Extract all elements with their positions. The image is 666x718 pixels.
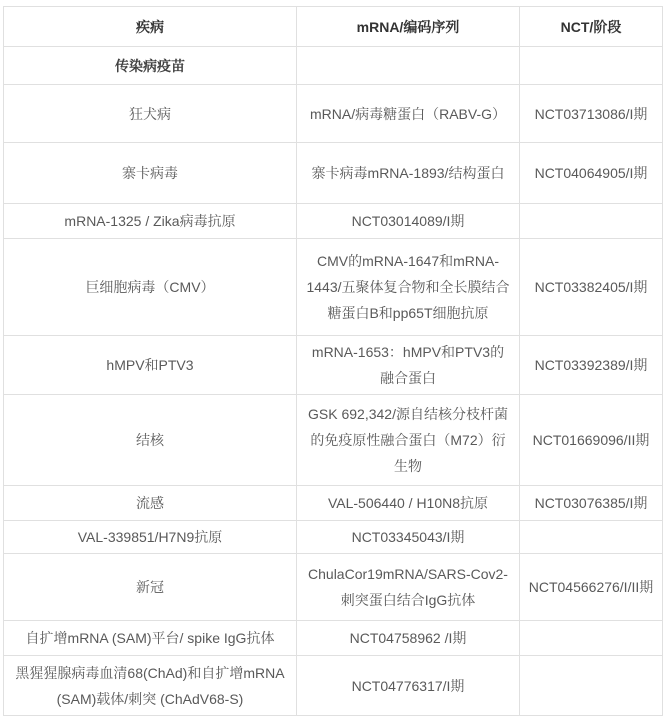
table-row [4, 336, 663, 395]
table-cell: 结核 [4, 395, 297, 486]
table-row [4, 656, 663, 716]
table-cell: 寨卡病毒mRNA-1893/结构蛋白 [297, 143, 520, 204]
table-cell: NCT04566276/I/II期 [520, 554, 663, 621]
table-cell: 传染病疫苗 [4, 47, 297, 85]
header-row [4, 7, 663, 47]
table-row [4, 204, 663, 239]
table-cell: NCT03076385/I期 [520, 486, 663, 521]
vaccine-trials-table-container [3, 6, 662, 716]
table-cell [297, 47, 520, 85]
table-cell: 新冠 [4, 554, 297, 621]
table-cell: CMV的mRNA-1647和mRNA-1443/五聚体复合物和全长膜结合糖蛋白B和pp65T细胞抗原 [297, 239, 520, 336]
table-cell: NCT04776317/I期 [297, 656, 520, 716]
table-row [4, 395, 663, 486]
table-row [4, 239, 663, 336]
table-cell: NCT04064905/I期 [520, 143, 663, 204]
table-cell: hMPV和PTV3 [4, 336, 297, 395]
table-cell: 寨卡病毒 [4, 143, 297, 204]
table-row [4, 621, 663, 656]
table-cell: 自扩增mRNA (SAM)平台/ spike IgG抗体 [4, 621, 297, 656]
column-header: NCT/阶段 [520, 7, 663, 47]
table-cell: mRNA/病毒糖蛋白（RABV-G） [297, 85, 520, 143]
column-header: 疾病 [4, 7, 297, 47]
table-row [4, 521, 663, 554]
table-cell [520, 521, 663, 554]
table-cell: mRNA-1325 / Zika病毒抗原 [4, 204, 297, 239]
table-cell: ChulaCor19mRNA/SARS-Cov2-刺突蛋白结合IgG抗体 [297, 554, 520, 621]
vaccine-trials-table [3, 6, 663, 716]
table-cell: NCT03345043/I期 [297, 521, 520, 554]
section-row [4, 47, 663, 85]
table-body [4, 47, 663, 716]
table-cell: NCT03382405/I期 [520, 239, 663, 336]
table-cell: NCT04758962 /I期 [297, 621, 520, 656]
table-cell [520, 656, 663, 716]
table-cell: 巨细胞病毒（CMV） [4, 239, 297, 336]
table-row [4, 143, 663, 204]
table-cell: 流感 [4, 486, 297, 521]
table-row [4, 486, 663, 521]
table-cell: 黑猩猩腺病毒血清68(ChAd)和自扩增mRNA (SAM)载体/刺突 (ChAdV68-S) [4, 656, 297, 716]
column-header: mRNA/编码序列 [297, 7, 520, 47]
table-cell: GSK 692,342/源自结核分枝杆菌的免疫原性融合蛋白（M72）衍生物 [297, 395, 520, 486]
table-cell: 狂犬病 [4, 85, 297, 143]
table-cell: NCT03713086/I期 [520, 85, 663, 143]
table-cell: VAL-506440 / H10N8抗原 [297, 486, 520, 521]
table-cell [520, 621, 663, 656]
table-cell: NCT01669096/II期 [520, 395, 663, 486]
table-row [4, 85, 663, 143]
table-cell [520, 204, 663, 239]
table-cell: mRNA-1653：hMPV和PTV3的融合蛋白 [297, 336, 520, 395]
table-header-row [4, 7, 663, 47]
table-row [4, 554, 663, 621]
table-cell: NCT03014089/I期 [297, 204, 520, 239]
table-cell: NCT03392389/I期 [520, 336, 663, 395]
table-cell [520, 47, 663, 85]
table-cell: VAL-339851/H7N9抗原 [4, 521, 297, 554]
